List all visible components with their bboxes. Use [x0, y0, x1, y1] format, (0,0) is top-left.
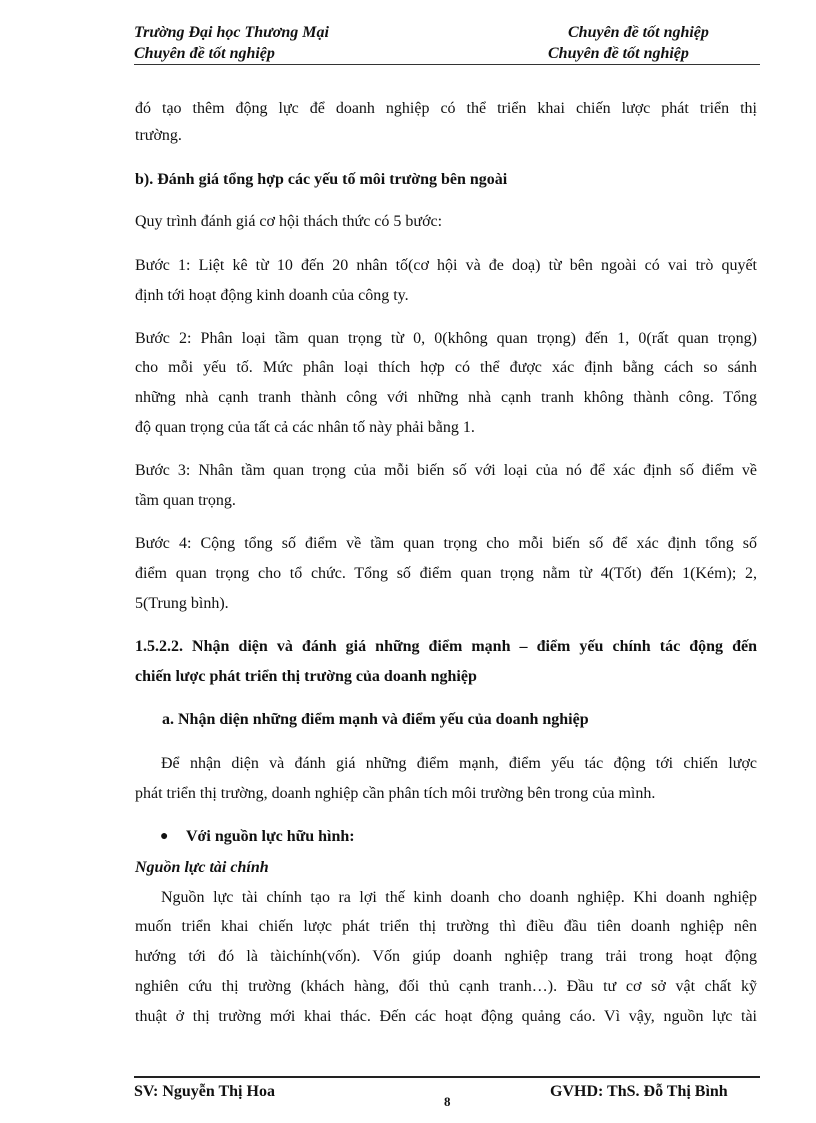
page-number: 8: [444, 1094, 451, 1109]
bullet-heading: Với nguồn lực hữu hình:: [186, 828, 355, 845]
paragraph-line: nghiên cứu thị trường (khách hàng, đối thủ cạnh tranh…). Đầu tư cơ sở vật chất kỹ: [135, 978, 757, 995]
section-heading-1-5-2-2-cont: chiến lược phát triển thị trường của doanh nghiệp: [135, 668, 477, 685]
footer-rule: [134, 1076, 760, 1078]
bullet-icon: ●: [160, 829, 169, 844]
step-3-line: Bước 3: Nhân tầm quan trọng của mỗi biến số với loại của nó để xác định số điểm về: [135, 462, 757, 479]
step-2-line: Bước 2: Phân loại tầm quan trọng từ 0, 0(không quan trọng) đến 1, 0(rất quan trọng): [135, 330, 757, 347]
header-rule: [134, 64, 760, 65]
italic-subheading: Nguồn lực tài chính: [135, 859, 269, 876]
step-3-line: tầm quan trọng.: [135, 492, 236, 509]
step-1-line: Bước 1: Liệt kê từ 10 đến 20 nhân tố(cơ hội và đe doạ) từ bên ngoài có vai trò quyết: [135, 257, 757, 274]
step-4-line: điểm quan trọng cho tổ chức. Tổng số điểm quan trọng nằm từ 4(Tốt) đến 1(Kém); 2,: [135, 565, 757, 582]
body-line: trường.: [135, 127, 182, 144]
step-2-line: độ quan trọng của tất cả các nhân tố này phải bằng 1.: [135, 419, 475, 436]
paragraph-line: thuật ở thị trường mới khai thác. Đến các hoạt động quảng cáo. Vì vậy, nguồn lực tài: [135, 1008, 757, 1025]
step-4-line: 5(Trung bình).: [135, 595, 229, 612]
header-school-name: Trường Đại học Thương Mại: [134, 24, 329, 41]
subsection-heading-a: a. Nhận diện những điểm mạnh và điểm yếu của doanh nghiệp: [162, 711, 589, 728]
step-4-line: Bước 4: Cộng tổng số điểm về tầm quan trọng cho mỗi biến số để xác định tổng số: [135, 535, 757, 552]
step-1-line: định tới hoạt động kinh doanh của công ty.: [135, 287, 409, 304]
paragraph-line: Để nhận diện và đánh giá những điểm mạnh, điểm yếu tác động tới chiến lược: [161, 755, 757, 772]
step-2-line: những nhà cạnh tranh thành công với những nhà cạnh tranh không thành công. Tổng: [135, 389, 757, 406]
body-line: đó tạo thêm động lực để doanh nghiệp có thể triển khai chiến lược phát triển thị: [135, 100, 757, 117]
step-2-line: cho mỗi yếu tố. Mức phân loại thích hợp có thể được xác định bằng cách so sánh: [135, 359, 757, 376]
paragraph-line: muốn triển khai chiến lược phát triển thị trường thì điều đầu tiên doanh nghiệp nên: [135, 918, 757, 935]
footer-student-name: SV: Nguyễn Thị Hoa: [134, 1083, 275, 1100]
body-line: Quy trình đánh giá cơ hội thách thức có 5 bước:: [135, 213, 443, 230]
section-heading-1-5-2-2: 1.5.2.2. Nhận diện và đánh giá những điểm mạnh – điểm yếu chính tác động đến: [135, 638, 757, 655]
paragraph-line: hướng tới đó là tàichính(vốn). Vốn giúp doanh nghiệp trang trải trong hoạt động: [135, 948, 757, 965]
header-document-type-right-1: Chuyên đề tốt nghiệp: [568, 24, 709, 41]
footer-advisor-name: GVHD: ThS. Đỗ Thị Bình: [550, 1083, 728, 1100]
paragraph-line: phát triển thị trường, doanh nghiệp cần phân tích môi trường bên trong của mình.: [135, 785, 656, 802]
header-document-type-left: Chuyên đề tốt nghiệp: [134, 45, 275, 62]
paragraph-line: Nguồn lực tài chính tạo ra lợi thế kinh doanh cho doanh nghiệp. Khi doanh nghiệp: [161, 889, 757, 906]
section-heading-b: b). Đánh giá tổng hợp các yếu tố môi trường bên ngoài: [135, 171, 508, 188]
header-document-type-right-2: Chuyên đề tốt nghiệp: [548, 45, 689, 62]
